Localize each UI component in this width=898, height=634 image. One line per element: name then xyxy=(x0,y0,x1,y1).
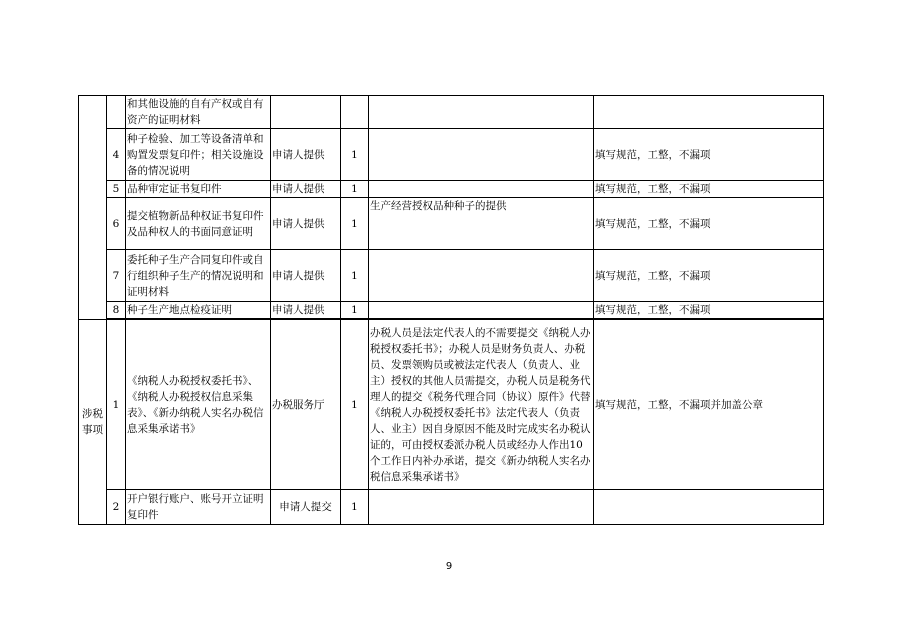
requirement-cell xyxy=(594,490,824,525)
note-cell: 办税人员是法定代表人的不需要提交《纳税人办税授权委托书》；办税人员是财务负责人、办税员、发票领购员或被法定代表人（负责人、业主）授权的其他人员需提交，办税人员是税务代理人的提交《税务代理合同（协议）原件》代替《纳税人办税授权委托书》法定代表人（负责人、业主）因自身原因不能及时完成实名办税认证的，可由授权委派办税人员或经办人作出10个工作日内补办承诺，提交《新办纳税人实名办税信息采集承诺书》 xyxy=(369,320,594,490)
note-cell xyxy=(369,96,594,129)
quantity-cell: 1 xyxy=(341,129,369,181)
provider-cell: 申请人提交 xyxy=(271,490,341,525)
table-row xyxy=(79,320,824,490)
requirement-cell: 填写规范，工整，不漏项 xyxy=(594,198,824,250)
material-cell: 《纳税人办税授权委托书》、《纳税人办税授权信息采集表》、《新办纳税人实名办税信息采集承诺书》 xyxy=(126,320,271,490)
table-row xyxy=(79,198,824,250)
requirement-cell: 填写规范，工整，不漏项并加盖公章 xyxy=(594,320,824,490)
note-cell: 生产经营授权品种种子的提供 xyxy=(369,198,594,250)
requirement-cell: 填写规范，工整，不漏项 xyxy=(594,250,824,302)
row-number: 6 xyxy=(107,198,126,250)
material-cell: 提交植物新品种权证书复印件及品种权人的书面同意证明 xyxy=(126,198,271,250)
requirement-cell: 填写规范，工整，不漏项 xyxy=(594,129,824,181)
quantity-cell: 1 xyxy=(341,250,369,302)
quantity-cell: 1 xyxy=(341,198,369,250)
provider-cell: 申请人提供 xyxy=(271,250,341,302)
row-number: 7 xyxy=(107,250,126,302)
material-cell: 和其他设施的自有产权或自有资产的证明材料 xyxy=(126,96,271,129)
table-row xyxy=(79,181,824,198)
quantity-cell: 1 xyxy=(341,181,369,198)
material-cell: 品种审定证书复印件 xyxy=(126,181,271,198)
note-cell xyxy=(369,302,594,319)
provider-cell: 申请人提供 xyxy=(271,181,341,198)
category-cell xyxy=(79,96,107,320)
table-row xyxy=(79,129,824,181)
table-row xyxy=(79,250,824,302)
requirement-cell: 填写规范，工整，不漏项 xyxy=(594,181,824,198)
table-row xyxy=(79,96,824,129)
material-cell: 委托种子生产合同复印件或自行组织种子生产的情况说明和证明材料 xyxy=(126,250,271,302)
page-number: 9 xyxy=(445,561,453,572)
note-cell xyxy=(369,250,594,302)
note-cell xyxy=(369,490,594,525)
provider-cell: 申请人提供 xyxy=(271,129,341,181)
requirement-cell xyxy=(594,96,824,129)
materials-table xyxy=(78,95,824,525)
row-number: 2 xyxy=(107,490,126,525)
note-cell xyxy=(369,181,594,198)
note-cell xyxy=(369,129,594,181)
provider-cell: 申请人提供 xyxy=(271,198,341,250)
quantity-cell xyxy=(341,96,369,129)
quantity-cell: 1 xyxy=(341,320,369,490)
row-number: 4 xyxy=(107,129,126,181)
table-row xyxy=(79,490,824,525)
provider-cell: 申请人提供 xyxy=(271,302,341,319)
row-number: 1 xyxy=(107,320,126,490)
tax-category-cell: 涉税事项 xyxy=(79,320,107,525)
provider-cell xyxy=(271,96,341,129)
row-number: 5 xyxy=(107,181,126,198)
material-cell: 开户银行账户、账号开立证明复印件 xyxy=(126,490,271,525)
row-number: 8 xyxy=(107,302,126,319)
provider-cell: 办税服务厅 xyxy=(271,320,341,490)
material-cell: 种子生产地点检疫证明 xyxy=(126,302,271,319)
quantity-cell: 1 xyxy=(341,490,369,525)
table-row xyxy=(79,302,824,319)
requirement-cell: 填写规范，工整，不漏项 xyxy=(594,302,824,319)
material-cell: 种子检验、加工等设备清单和购置发票复印件；相关设施设备的情况说明 xyxy=(126,129,271,181)
quantity-cell: 1 xyxy=(341,302,369,319)
row-number xyxy=(107,96,126,129)
